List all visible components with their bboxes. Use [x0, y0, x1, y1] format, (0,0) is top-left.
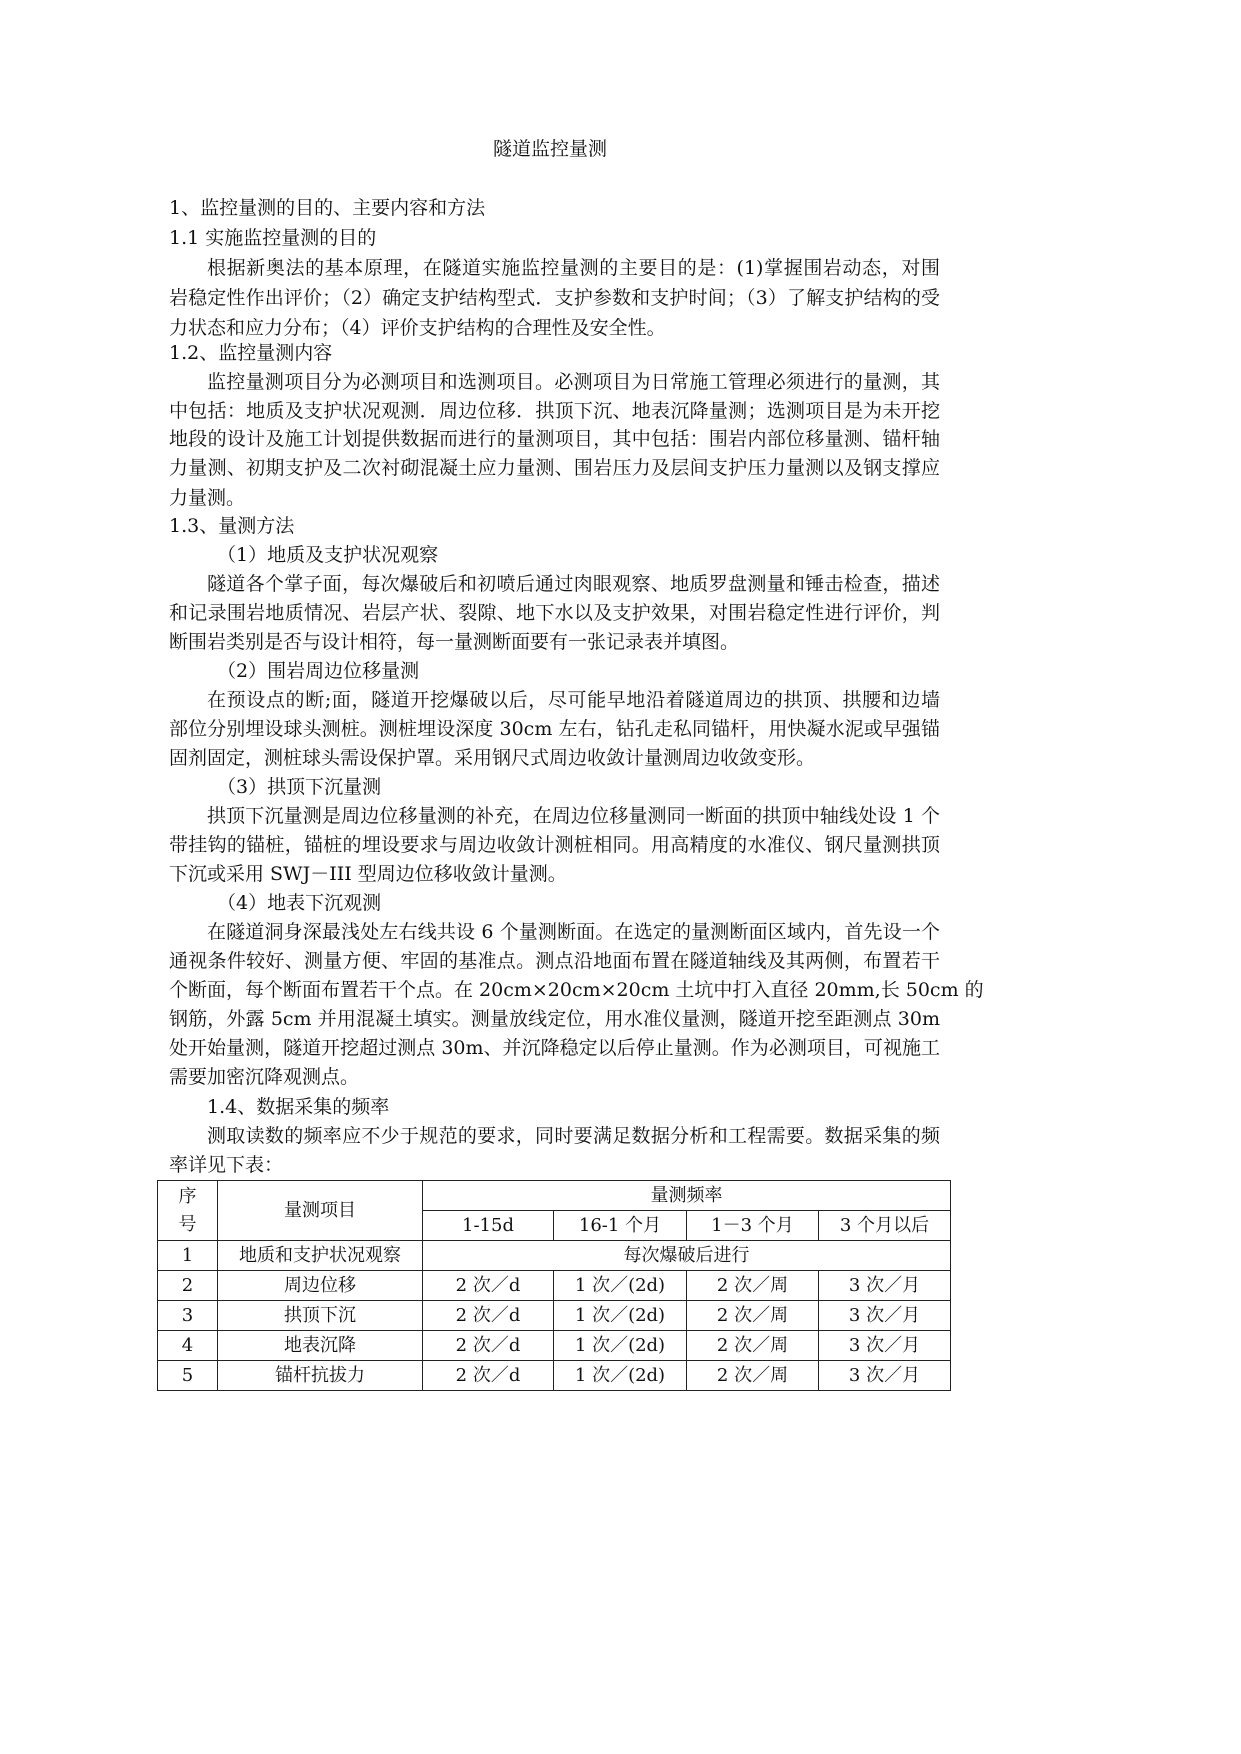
cell-seq: 4 [158, 1331, 218, 1361]
table-row [158, 1331, 951, 1361]
cell-freq: 3 次／月 [819, 1271, 951, 1301]
paragraph-line: 处开始量测，隧道开挖超过测点 30m、并沉降稳定以后停止量测。作为必测项目，可视施工 [169, 1037, 940, 1059]
paragraph-line: 固剂固定，测桩球头需设保护罩。采用钢尺式周边收敛计量测周边收敛变形。 [169, 747, 816, 769]
paragraph-line: 在隧道洞身深最浅处左右线共设 6 个量测断面。在选定的量测断面区域内，首先设一个 [207, 921, 940, 943]
paragraph-line: 力量测。 [169, 487, 246, 509]
paragraph-line: 需要加密沉降观测点。 [169, 1066, 360, 1088]
cell-seq: 3 [158, 1301, 218, 1331]
heading-1-2: 1.2、监控量测内容 [169, 342, 333, 364]
cell-note: 每次爆破后进行 [423, 1241, 951, 1271]
cell-item: 地表沉降 [218, 1331, 423, 1361]
table-row [158, 1301, 951, 1331]
cell-freq: 1 次／(2d) [554, 1331, 687, 1361]
cell-freq: 2 次／周 [687, 1271, 819, 1301]
header-seq: 序 号 [158, 1181, 218, 1241]
paragraph-line: 部位分别埋设球头测桩。测桩埋设深度 30cm 左右，钻孔走私同锚杆，用快凝水泥或早强锚 [169, 718, 940, 740]
paragraph-line: 根据新奥法的基本原理，在隧道实施监控量测的主要目的是：(1)掌握围岩动态，对围 [207, 257, 940, 279]
paragraph-line: 断围岩类别是否与设计相符，每一量测断面要有一张记录表并填图。 [169, 631, 740, 653]
heading-1-1: 1.1 实施监控量测的目的 [169, 227, 377, 249]
paragraph-line: 带挂钩的锚桩，锚桩的埋设要求与周边收敛计测桩相同。用高精度的水准仪、钢尺量测拱顶 [169, 834, 940, 856]
cell-freq: 1 次／(2d) [554, 1301, 687, 1331]
paragraph-line: 地段的设计及施工计划提供数据而进行的量测项目，其中包括：围岩内部位移量测、锚杆轴 [169, 428, 940, 450]
paragraph-line: 在预设点的断;面，隧道开挖爆破以后，尽可能早地沿着隧道周边的拱顶、拱腰和边墙 [207, 689, 940, 711]
cell-seq: 5 [158, 1361, 218, 1391]
cell-item: 拱顶下沉 [218, 1301, 423, 1331]
paragraph-line: 和记录围岩地质情况、岩层产状、裂隙、地下水以及支护效果，对围岩稳定性进行评价，判 [169, 602, 940, 624]
header-frequency: 量测频率 [423, 1181, 951, 1211]
paragraph-line: 率详见下表： [169, 1154, 284, 1176]
cell-freq: 3 次／月 [819, 1301, 951, 1331]
table-row [158, 1361, 951, 1391]
paragraph-line: 下沉或采用 SWJ－III 型周边位移收敛计量测。 [169, 863, 567, 885]
cell-freq: 2 次／d [423, 1301, 554, 1331]
cell-item: 地质和支护状况观察 [218, 1241, 423, 1271]
cell-freq: 2 次／d [423, 1361, 554, 1391]
subheading: （4）地表下沉观测 [217, 892, 382, 914]
paragraph-line: 力状态和应力分布；（4）评价支护结构的合理性及安全性。 [169, 317, 666, 339]
cell-item: 锚杆抗拔力 [218, 1361, 423, 1391]
heading-1: 1、监控量测的目的、主要内容和方法 [169, 197, 486, 219]
cell-freq: 2 次／周 [687, 1301, 819, 1331]
header-period: 16-1 个月 [554, 1211, 687, 1241]
paragraph-line: 通视条件较好、测量方便、牢固的基准点。测点沿地面布置在隧道轴线及其两侧，布置若干 [169, 950, 940, 972]
cell-freq: 3 次／月 [819, 1361, 951, 1391]
cell-freq: 1 次／(2d) [554, 1271, 687, 1301]
table-row [158, 1241, 951, 1271]
header-period: 3 个月以后 [819, 1211, 951, 1241]
header-period: 1－3 个月 [687, 1211, 819, 1241]
frequency-table [157, 1180, 951, 1391]
document-title: 隧道监控量测 [492, 138, 607, 160]
table-row [158, 1271, 951, 1301]
paragraph-line: 监控量测项目分为必测项目和选测项目。必测项目为日常施工管理必须进行的量测，其 [207, 371, 940, 393]
paragraph-line: 钢筋，外露 5cm 并用混凝土填实。测量放线定位，用水准仪量测，隧道开挖至距测点 30m [169, 1008, 940, 1030]
cell-freq: 2 次／d [423, 1271, 554, 1301]
header-period: 1-15d [423, 1211, 554, 1241]
paragraph-line: 隧道各个掌子面，每次爆破后和初喷后通过肉眼观察、地质罗盘测量和锤击检查，描述 [207, 573, 940, 595]
cell-item: 周边位移 [218, 1271, 423, 1301]
cell-freq: 3 次／月 [819, 1331, 951, 1361]
paragraph-line: 岩稳定性作出评价；（2）确定支护结构型式．支护参数和支护时间；（3）了解支护结构的受 [169, 287, 940, 309]
subheading: （2）围岩周边位移量测 [217, 660, 420, 682]
paragraph-line: 拱顶下沉量测是周边位移量测的补充，在周边位移量测同一断面的拱顶中轴线处设 1 个 [207, 805, 940, 827]
heading-1-4: 1.4、数据采集的频率 [207, 1096, 390, 1118]
cell-freq: 2 次／d [423, 1331, 554, 1361]
cell-freq: 2 次／周 [687, 1361, 819, 1391]
cell-freq: 2 次／周 [687, 1331, 819, 1361]
cell-seq: 2 [158, 1271, 218, 1301]
table-header-row [158, 1181, 951, 1211]
subheading: （1）地质及支护状况观察 [217, 544, 439, 566]
paragraph-line: 个断面，每个断面布置若干个点。在 20cm×20cm×20cm 土坑中打入直径 20mm,长 50cm 的 [169, 979, 984, 1001]
subheading: （3）拱顶下沉量测 [217, 776, 382, 798]
header-item: 量测项目 [218, 1181, 423, 1241]
heading-1-3: 1.3、量测方法 [169, 515, 295, 537]
paragraph-line: 测取读数的频率应不少于规范的要求，同时要满足数据分析和工程需要。数据采集的频 [207, 1125, 940, 1147]
cell-seq: 1 [158, 1241, 218, 1271]
paragraph-line: 中包括：地质及支护状况观测．周边位移．拱顶下沉、地表沉降量测；选测项目是为未开挖 [169, 400, 940, 422]
paragraph-line: 力量测、初期支护及二次衬砌混凝土应力量测、围岩压力及层间支护压力量测以及钢支撑应 [169, 457, 940, 479]
cell-freq: 1 次／(2d) [554, 1361, 687, 1391]
